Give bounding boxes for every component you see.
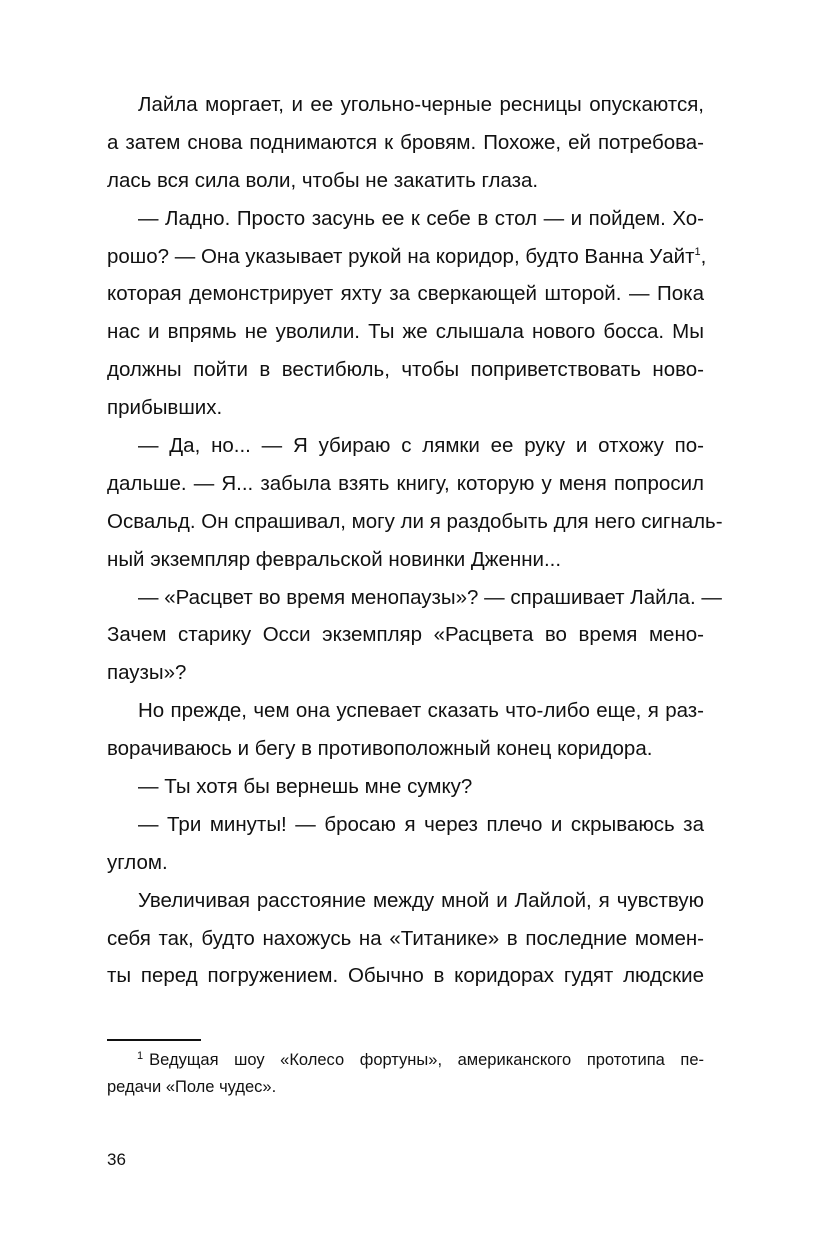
footnote-line bbox=[107, 1047, 704, 1074]
text-line: которая демонстрирует яхту за сверкающей шторой. — Пока bbox=[107, 282, 704, 306]
text-line: — Ладно. Просто засунь ее к себе в стол — и пойдем. Хо- bbox=[138, 206, 704, 230]
footnote-text: Ведущая шоу «Колесо фортуны», американского прототипа пе- bbox=[149, 1051, 704, 1069]
text-line: нас и впрямь не уволили. Ты же слышала нового босса. Мы bbox=[107, 320, 704, 344]
text-line: — Ты хотя бы вернешь мне сумку? bbox=[138, 775, 473, 799]
text-line: паузы»? bbox=[107, 661, 187, 685]
footnote-reference: 1 bbox=[694, 245, 701, 258]
text-line: лась вся сила воли, чтобы не закатить глаза. bbox=[107, 168, 539, 192]
footnote bbox=[107, 1047, 704, 1101]
text-line bbox=[107, 238, 707, 276]
text-line: прибывших. bbox=[107, 396, 223, 420]
paragraph bbox=[107, 768, 704, 806]
paragraph bbox=[107, 806, 704, 882]
paragraph bbox=[107, 882, 704, 996]
text-line: себя так, будто нахожусь на «Титанике» в последние момен- bbox=[107, 926, 704, 950]
paragraph bbox=[107, 692, 704, 768]
text-line: — Три минуты! — бросаю я через плечо и скрываюсь за bbox=[138, 812, 704, 836]
text-line: Но прежде, чем она успевает сказать что-либо еще, я раз- bbox=[138, 699, 704, 723]
text-line: — Да, но... — Я убираю с лямки ее руку и отхожу по- bbox=[138, 434, 704, 458]
page-number: 36 bbox=[107, 1150, 126, 1169]
comma: , bbox=[700, 244, 707, 268]
text-line: Увеличивая расстояние между мной и Лайлой, я чувствую bbox=[138, 888, 704, 912]
text-line: должны пойти в вестибюль, чтобы поприветствовать ново- bbox=[107, 358, 704, 382]
paragraph bbox=[107, 86, 704, 200]
text-line: дальше. — Я... забыла взять книгу, которую у меня попросил bbox=[107, 471, 704, 495]
text-line: Зачем старику Осси экземпляр «Расцвета во время мено- bbox=[107, 623, 704, 647]
paragraph bbox=[107, 200, 707, 427]
text-line: ный экземпляр февральской новинки Дженни... bbox=[107, 547, 562, 571]
footnote-mark: 1 bbox=[137, 1049, 144, 1062]
text-segment: рошо? — Она указывает рукой на коридор, будто Ванна Уайт bbox=[107, 244, 695, 268]
text-line: а затем снова поднимаются к бровям. Похоже, ей потребова- bbox=[107, 130, 704, 154]
text-line: Лайла моргает, и ее угольно-черные ресницы опускаются, bbox=[138, 93, 704, 116]
text-line: — «Расцвет во время менопаузы»? — спрашивает Лайла. — bbox=[138, 585, 722, 609]
text-line: углом. bbox=[107, 850, 168, 874]
footnote-divider bbox=[107, 1039, 201, 1041]
paragraph bbox=[107, 579, 722, 693]
paragraph bbox=[107, 427, 723, 579]
text-line: Освальд. Он спрашивал, могу ли я раздобыть для него сигналь- bbox=[107, 509, 723, 533]
footnote-line: редачи «Поле чудес». bbox=[107, 1078, 277, 1096]
main-text bbox=[107, 86, 723, 995]
text-line: ты перед погружением. Обычно в коридорах гудят людские bbox=[107, 964, 704, 988]
text-line: ворачиваюсь и бегу в противоположный конец коридора. bbox=[107, 737, 653, 761]
